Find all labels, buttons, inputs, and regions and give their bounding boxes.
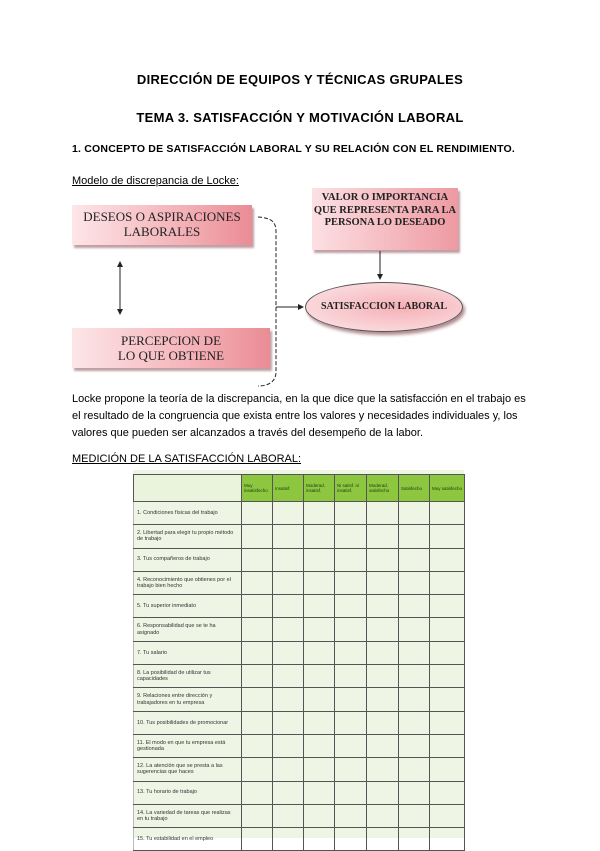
rating-cell[interactable] <box>335 711 367 734</box>
rating-cell[interactable] <box>430 548 465 571</box>
survey-item-label: 10. Tus posibilidades de promocionar <box>134 711 242 734</box>
rating-cell[interactable] <box>399 502 430 525</box>
survey-row <box>134 665 465 688</box>
rating-cell[interactable] <box>430 804 465 827</box>
rating-cell[interactable] <box>242 734 273 757</box>
rating-cell[interactable] <box>273 571 304 594</box>
rating-cell[interactable] <box>242 502 273 525</box>
rating-cell[interactable] <box>367 758 399 781</box>
diagram-caption: Modelo de discrepancia de Locke: <box>72 175 239 187</box>
diagram-connectors <box>0 0 600 400</box>
rating-cell[interactable] <box>335 688 367 711</box>
rating-cell[interactable] <box>304 548 335 571</box>
satisfaction-ellipse: SATISFACCION LABORAL <box>305 282 463 332</box>
rating-cell[interactable] <box>242 618 273 641</box>
column-header: Muy insatisfecho <box>242 475 273 502</box>
rating-cell[interactable] <box>304 571 335 594</box>
rating-cell[interactable] <box>399 641 430 664</box>
rating-cell[interactable] <box>242 804 273 827</box>
survey-item-label: 15. Tu estabilidad en el empleo <box>134 828 242 851</box>
rating-cell[interactable] <box>273 711 304 734</box>
rating-cell[interactable] <box>304 595 335 618</box>
rating-cell[interactable] <box>367 571 399 594</box>
rating-cell[interactable] <box>273 734 304 757</box>
rating-cell[interactable] <box>399 758 430 781</box>
rating-cell[interactable] <box>367 734 399 757</box>
rating-cell[interactable] <box>399 548 430 571</box>
rating-cell[interactable] <box>399 781 430 804</box>
survey-row <box>134 618 465 641</box>
rating-cell[interactable] <box>304 618 335 641</box>
survey-item-label: 3. Tus compañeros de trabajo <box>134 548 242 571</box>
rating-cell[interactable] <box>399 711 430 734</box>
rating-cell[interactable] <box>430 665 465 688</box>
section-heading: 1. CONCEPTO DE SATISFACCIÓN LABORAL Y SU RELACIÓN CON EL RENDIMIENTO. <box>72 143 515 155</box>
rating-cell[interactable] <box>399 595 430 618</box>
rating-cell[interactable] <box>304 502 335 525</box>
survey-row <box>134 548 465 571</box>
survey-row <box>134 525 465 548</box>
rating-cell[interactable] <box>399 828 430 851</box>
rating-cell[interactable] <box>335 804 367 827</box>
survey-item-label: 5. Tu superior inmediato <box>134 595 242 618</box>
rating-cell[interactable] <box>273 595 304 618</box>
rating-cell[interactable] <box>304 734 335 757</box>
column-header: Moderad. insatisf. <box>304 475 335 502</box>
rating-cell[interactable] <box>335 571 367 594</box>
rating-cell[interactable] <box>304 711 335 734</box>
rating-cell[interactable] <box>335 502 367 525</box>
rating-cell[interactable] <box>242 641 273 664</box>
rating-cell[interactable] <box>367 548 399 571</box>
survey-item-label: 1. Condiciones físicas del trabajo <box>134 502 242 525</box>
rating-cell[interactable] <box>242 525 273 548</box>
rating-cell[interactable] <box>273 502 304 525</box>
rating-cell[interactable] <box>430 781 465 804</box>
rating-cell[interactable] <box>273 665 304 688</box>
rating-cell[interactable] <box>430 571 465 594</box>
corner-cell <box>134 475 242 502</box>
page-title: DIRECCIÓN DE EQUIPOS Y TÉCNICAS GRUPALES <box>136 72 464 87</box>
measurement-heading: MEDICIÓN DE LA SATISFACCIÓN LABORAL: <box>72 453 302 465</box>
rating-cell[interactable] <box>273 804 304 827</box>
rating-cell[interactable] <box>273 781 304 804</box>
survey-header-row <box>134 475 465 502</box>
column-header: Muy satisfecho <box>430 475 465 502</box>
rating-cell[interactable] <box>273 548 304 571</box>
rating-cell[interactable] <box>335 618 367 641</box>
survey-item-label: 7. Tu salario <box>134 641 242 664</box>
column-header: Satisfecho <box>399 475 430 502</box>
rating-cell[interactable] <box>273 758 304 781</box>
rating-cell[interactable] <box>335 758 367 781</box>
rating-cell[interactable] <box>430 711 465 734</box>
survey-item-label: 6. Responsabilidad que se te ha asignado <box>134 618 242 641</box>
rating-cell[interactable] <box>399 571 430 594</box>
rating-cell[interactable] <box>367 641 399 664</box>
perception-box: PERCEPCION DE LO QUE OBTIENE <box>72 328 270 368</box>
rating-cell[interactable] <box>242 595 273 618</box>
rating-cell[interactable] <box>367 711 399 734</box>
rating-cell[interactable] <box>273 525 304 548</box>
rating-cell[interactable] <box>367 595 399 618</box>
rating-cell[interactable] <box>367 665 399 688</box>
survey-item-label: 14. La variedad de tareas que realizas en tu trabajo <box>134 804 242 827</box>
rating-cell[interactable] <box>399 688 430 711</box>
survey-item-label: 2. Libertad para elegir tu propio método de trabajo <box>134 525 242 548</box>
survey-row <box>134 758 465 781</box>
rating-cell[interactable] <box>335 641 367 664</box>
rating-cell[interactable] <box>430 688 465 711</box>
rating-cell[interactable] <box>242 688 273 711</box>
rating-cell[interactable] <box>304 665 335 688</box>
rating-cell[interactable] <box>242 828 273 851</box>
rating-cell[interactable] <box>335 548 367 571</box>
survey-row <box>134 804 465 827</box>
rating-cell[interactable] <box>242 571 273 594</box>
column-header: Moderad. satisfecho <box>367 475 399 502</box>
rating-cell[interactable] <box>273 688 304 711</box>
column-header: Insatisf. <box>273 475 304 502</box>
rating-cell[interactable] <box>367 502 399 525</box>
rating-cell[interactable] <box>335 665 367 688</box>
rating-cell[interactable] <box>367 618 399 641</box>
rating-cell[interactable] <box>430 618 465 641</box>
rating-cell[interactable] <box>304 641 335 664</box>
locke-paragraph: Locke propone la teoría de la discrepancia, en la que dice que la satisfacción en el trabajo es el resultado de la congruencia que exista entre los valores y necesidades individuales y, los valores que pueden ser alcanzados a través del desempeño de la labor. <box>72 393 526 439</box>
survey-row <box>134 828 465 851</box>
rating-cell[interactable] <box>242 758 273 781</box>
rating-cell[interactable] <box>335 781 367 804</box>
rating-cell[interactable] <box>335 595 367 618</box>
rating-cell[interactable] <box>242 548 273 571</box>
rating-cell[interactable] <box>430 641 465 664</box>
survey-item-label: 8. La posibilidad de utilizar tus capacidades <box>134 665 242 688</box>
rating-cell[interactable] <box>399 734 430 757</box>
rating-cell[interactable] <box>304 688 335 711</box>
survey-row <box>134 711 465 734</box>
rating-cell[interactable] <box>304 758 335 781</box>
survey-item-label: 13. Tu horario de trabajo <box>134 781 242 804</box>
bracket-connector <box>258 217 276 386</box>
satisfaction-survey-table <box>133 474 465 851</box>
rating-cell[interactable] <box>335 828 367 851</box>
rating-cell[interactable] <box>367 688 399 711</box>
survey-row <box>134 571 465 594</box>
survey-row <box>134 781 465 804</box>
survey-item-label: 12. La atención que se presta a las sugerencias que haces <box>134 758 242 781</box>
survey-item-label: 9. Relaciones entre dirección y trabajadores en tu empresa <box>134 688 242 711</box>
rating-cell[interactable] <box>242 781 273 804</box>
rating-cell[interactable] <box>304 804 335 827</box>
rating-cell[interactable] <box>304 525 335 548</box>
rating-cell[interactable] <box>304 781 335 804</box>
rating-cell[interactable] <box>242 665 273 688</box>
survey-row <box>134 734 465 757</box>
survey-item-label: 4. Reconocimiento que obtienes por el trabajo bien hecho <box>134 571 242 594</box>
survey-row <box>134 641 465 664</box>
rating-cell[interactable] <box>430 595 465 618</box>
column-header: Ni satisf. ni insatisf. <box>335 475 367 502</box>
rating-cell[interactable] <box>399 665 430 688</box>
rating-cell[interactable] <box>367 525 399 548</box>
rating-cell[interactable] <box>430 525 465 548</box>
rating-cell[interactable] <box>430 502 465 525</box>
rating-cell[interactable] <box>367 828 399 851</box>
topic-title: TEMA 3. SATISFACCIÓN Y MOTIVACIÓN LABORAL <box>136 110 464 125</box>
rating-cell[interactable] <box>273 641 304 664</box>
rating-cell[interactable] <box>399 804 430 827</box>
rating-cell[interactable] <box>399 525 430 548</box>
survey-row <box>134 502 465 525</box>
rating-cell[interactable] <box>430 758 465 781</box>
value-box: VALOR O IMPORTANCIA QUE REPRESENTA PARA LA PERSONA LO DESEADO <box>312 188 458 250</box>
rating-cell[interactable] <box>430 734 465 757</box>
rating-cell[interactable] <box>304 828 335 851</box>
survey-row <box>134 688 465 711</box>
rating-cell[interactable] <box>430 828 465 851</box>
rating-cell[interactable] <box>273 618 304 641</box>
rating-cell[interactable] <box>335 734 367 757</box>
desires-box: DESEOS O ASPIRACIONES LABORALES <box>72 205 252 245</box>
rating-cell[interactable] <box>367 781 399 804</box>
rating-cell[interactable] <box>367 804 399 827</box>
rating-cell[interactable] <box>273 828 304 851</box>
rating-cell[interactable] <box>399 618 430 641</box>
survey-item-label: 11. El modo en que tu empresa está gestionada <box>134 734 242 757</box>
rating-cell[interactable] <box>335 525 367 548</box>
rating-cell[interactable] <box>242 711 273 734</box>
survey-row <box>134 595 465 618</box>
